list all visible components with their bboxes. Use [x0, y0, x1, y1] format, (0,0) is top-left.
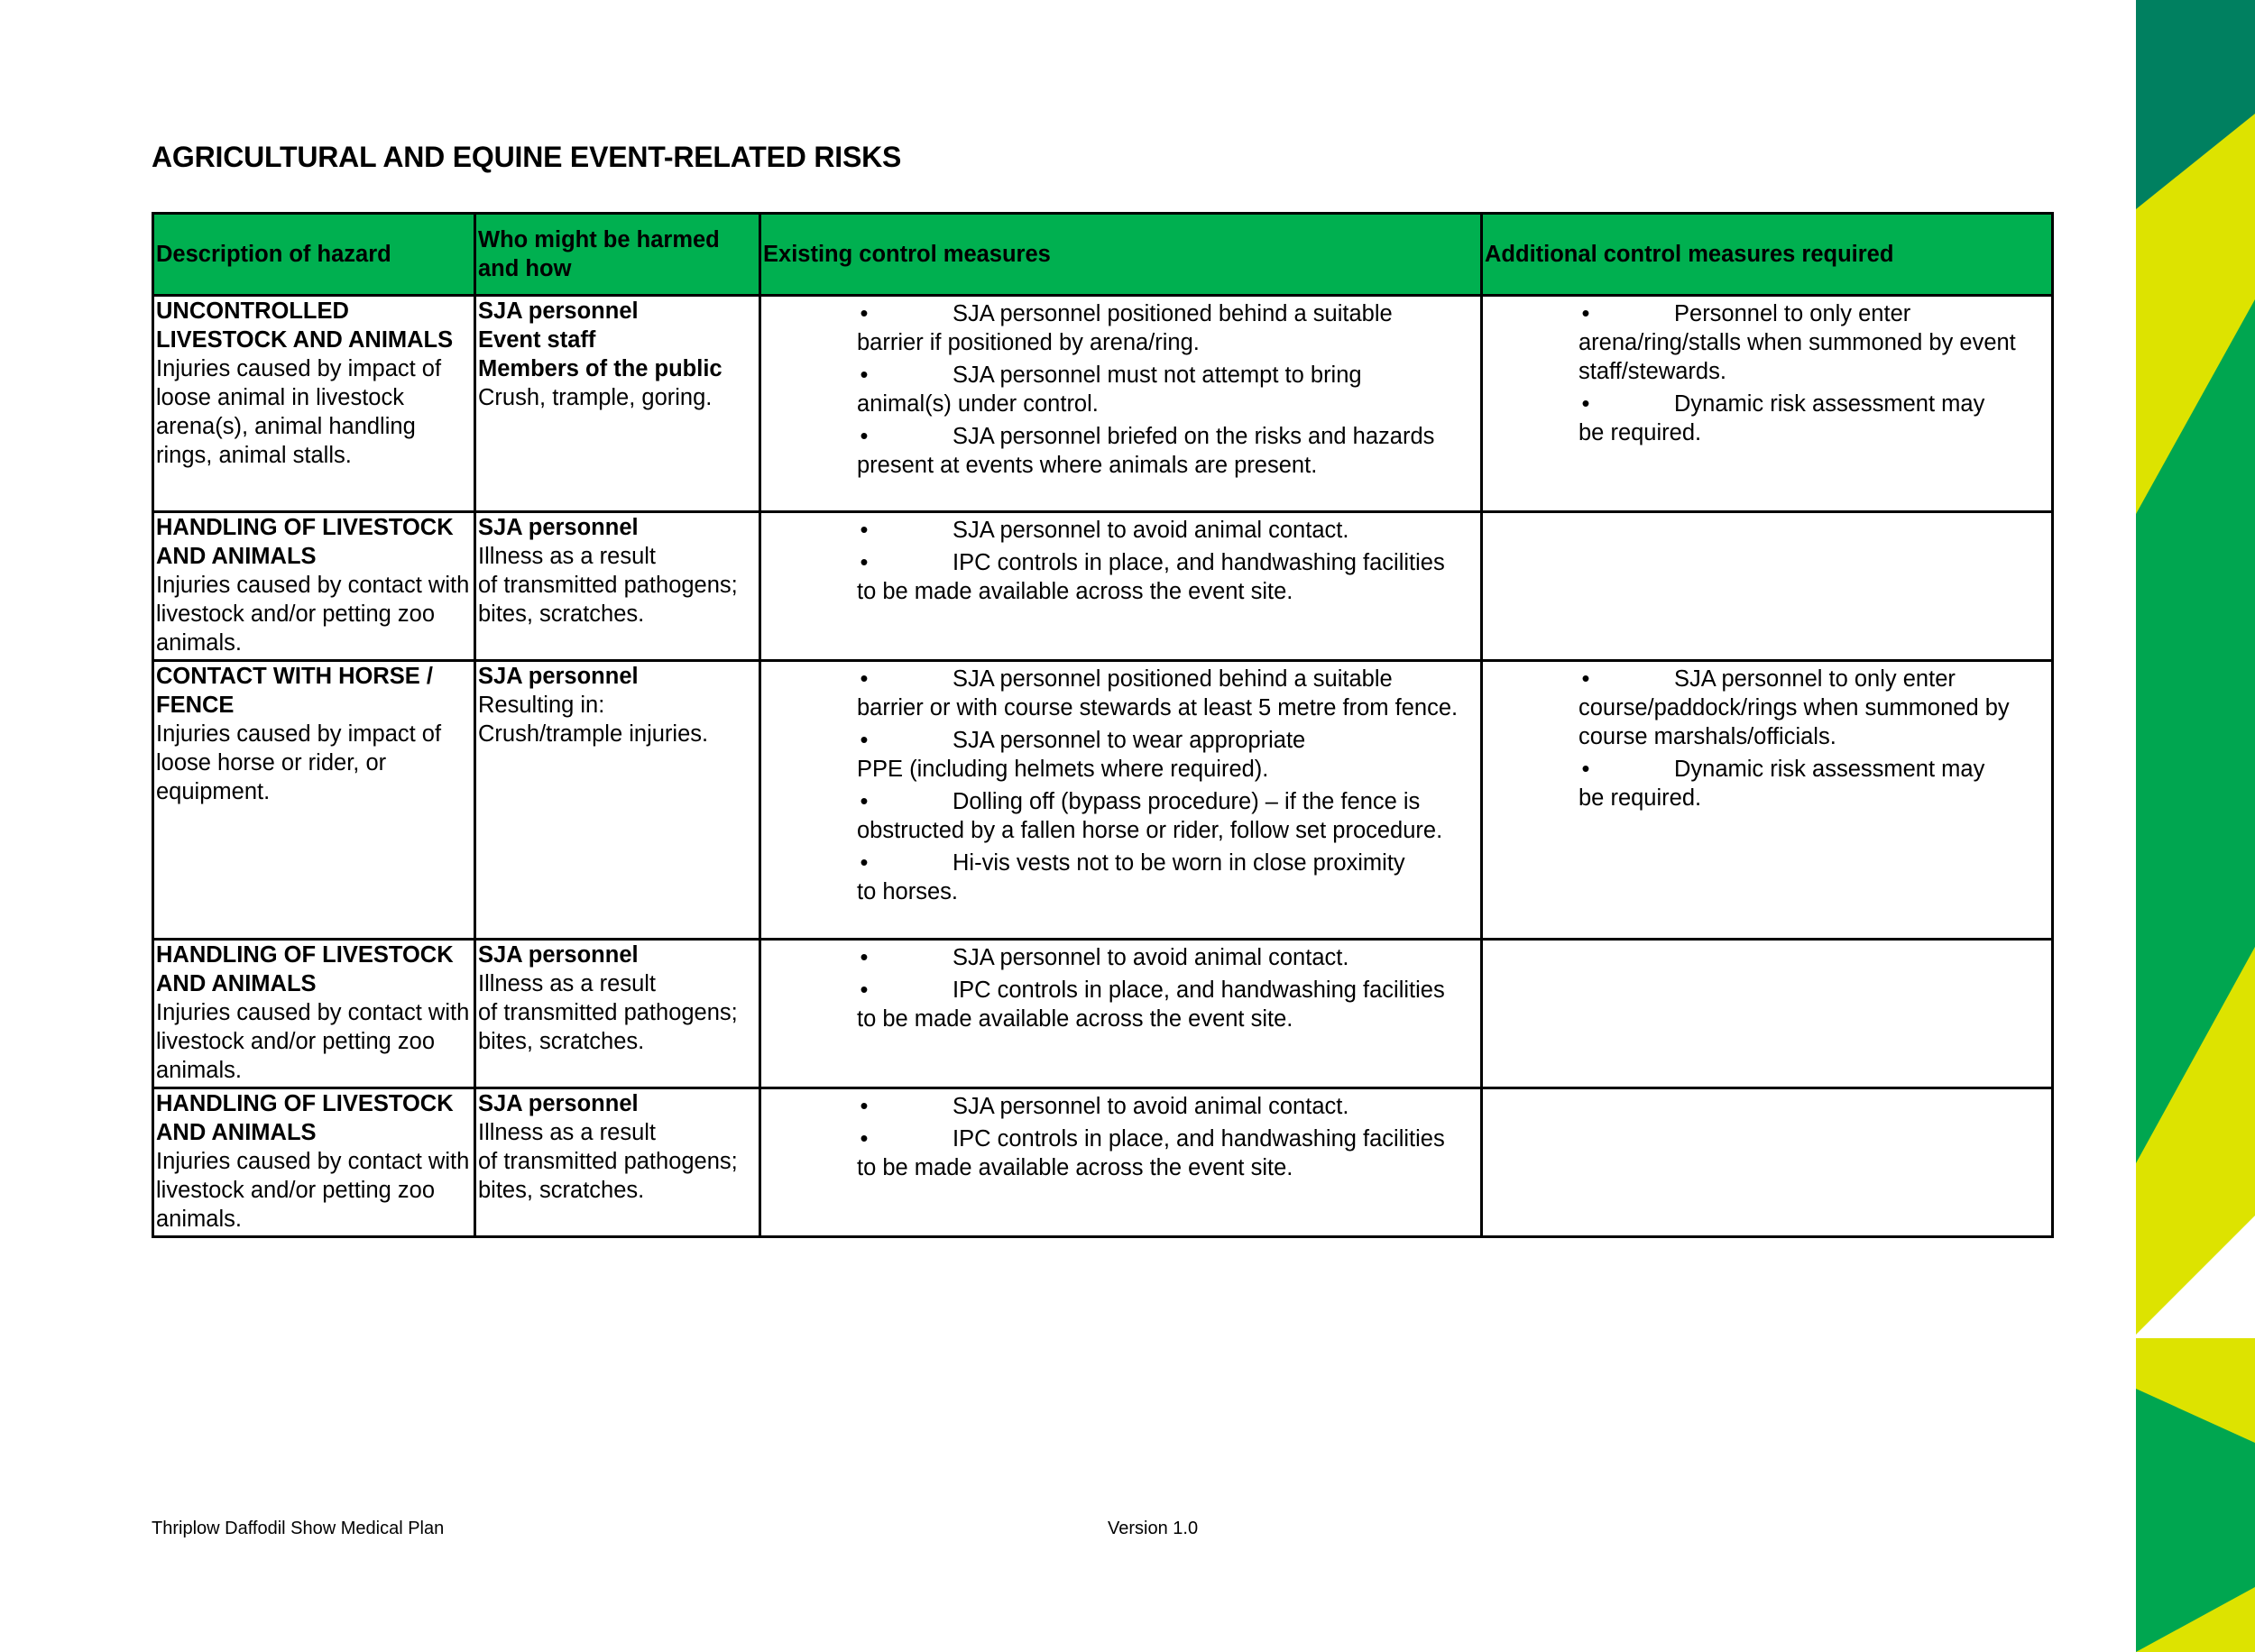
measure-text: SJA personnel to avoid animal contact.: [953, 518, 1349, 543]
bullet-icon: •: [860, 666, 869, 692]
list-item: [857, 548, 1475, 606]
measure-text: IPC controls in place, and handwashing facilities: [953, 1126, 1445, 1152]
bullet-icon: •: [860, 301, 869, 326]
list-item: [1578, 299, 2046, 386]
list-item: [857, 665, 1475, 722]
list-item: [857, 422, 1475, 480]
measure-list: [763, 662, 1478, 906]
measure-list: [763, 297, 1478, 480]
cell-existing-controls: [760, 1088, 1482, 1237]
measure-text-continued: present at events where animals are present.: [857, 453, 1318, 478]
list-item: [857, 943, 1475, 972]
cell-hazard: [153, 512, 475, 661]
measure-text-continued: obstructed by a fallen horse or rider, follow set procedure.: [857, 818, 1443, 843]
measure-text-continued: be required.: [1578, 785, 1702, 811]
measure-text-continued: barrier or with course stewards at least 5 metre from fence.: [857, 695, 1459, 720]
bullet-icon: •: [860, 850, 869, 876]
measure-text: IPC controls in place, and handwashing facilities: [953, 977, 1445, 1003]
hazard-description: Injuries caused by contact with livestock and/or petting zoo animals.: [156, 573, 470, 656]
cell-who-harmed: [475, 1088, 760, 1237]
harm-description: of transmitted pathogens; bites, scratches.: [478, 1149, 738, 1203]
harm-description: Illness as a result: [478, 1120, 657, 1145]
hazard-title: HANDLING OF LIVESTOCK AND ANIMALS: [156, 515, 454, 569]
list-item: [1578, 390, 2046, 447]
list-item: [1578, 665, 2046, 751]
affected-group: SJA personnel: [478, 664, 639, 689]
list-item: [857, 976, 1475, 1033]
measure-text-continued: arena/ring/stalls when summoned by event staff/stewards.: [1578, 330, 2016, 384]
affected-group: Event staff: [478, 327, 596, 353]
measure-text: Hi-vis vests not to be worn in close proximity: [953, 850, 1405, 876]
hazard-title: HANDLING OF LIVESTOCK AND ANIMALS: [156, 942, 454, 996]
bullet-icon: •: [860, 789, 869, 814]
measure-text-continued: course/paddock/rings when summoned by course marshals/officials.: [1578, 695, 2010, 749]
bullet-icon: •: [1581, 391, 1590, 417]
table-row: [153, 296, 2053, 512]
bullet-icon: •: [1581, 301, 1590, 326]
measure-text: Dynamic risk assessment may: [1674, 757, 1985, 782]
table-row: [153, 1088, 2053, 1237]
bullet-icon: •: [860, 550, 869, 575]
bullet-icon: •: [860, 728, 869, 753]
cell-hazard: [153, 1088, 475, 1237]
measure-text: Dynamic risk assessment may: [1674, 391, 1985, 417]
affected-group: SJA personnel: [478, 942, 639, 968]
bullet-icon: •: [860, 977, 869, 1003]
measure-text-continued: to be made available across the event site.: [857, 1155, 1293, 1180]
measure-text: SJA personnel to wear appropriate: [953, 728, 1306, 753]
list-item: [857, 516, 1475, 545]
table-row: [153, 661, 2053, 940]
measure-list: [1485, 297, 2049, 447]
risk-assessment-table: [152, 212, 2054, 1238]
cell-existing-controls: [760, 296, 1482, 512]
measure-text: SJA personnel positioned behind a suitable: [953, 301, 1393, 326]
page-title: AGRICULTURAL AND EQUINE EVENT-RELATED RISKS: [152, 141, 902, 173]
hazard-description: Injuries caused by contact with livestock and/or petting zoo animals.: [156, 1000, 470, 1083]
cell-hazard: [153, 940, 475, 1088]
cell-hazard: [153, 661, 475, 940]
measure-text-continued: to be made available across the event site.: [857, 579, 1293, 604]
measure-list: [763, 1089, 1478, 1182]
list-item: [857, 849, 1475, 906]
measure-text: SJA personnel must not attempt to bring: [953, 363, 1362, 388]
harm-description: Crush, trample, goring.: [478, 385, 713, 410]
list-item: [857, 299, 1475, 357]
measure-text-continued: to horses.: [857, 879, 958, 904]
cell-who-harmed: [475, 512, 760, 661]
list-item: [857, 361, 1475, 418]
affected-group: SJA personnel: [478, 515, 639, 540]
affected-group: SJA personnel: [478, 1091, 639, 1116]
bullet-icon: •: [860, 363, 869, 388]
cell-additional-controls: [1482, 512, 2053, 661]
cell-hazard: [153, 296, 475, 512]
cell-additional-controls: [1482, 296, 2053, 512]
table-header-row: [153, 214, 2053, 296]
measure-text: SJA personnel to avoid animal contact.: [953, 945, 1349, 970]
cell-additional-controls: [1482, 661, 2053, 940]
list-item: [857, 787, 1475, 845]
measure-text: Dolling off (bypass procedure) – if the fence is: [953, 789, 1421, 814]
measure-text: IPC controls in place, and handwashing facilities: [953, 550, 1445, 575]
measure-text: SJA personnel to only enter: [1674, 666, 1956, 692]
affected-group: Members of the public: [478, 356, 723, 381]
list-item: [1578, 755, 2046, 812]
cell-who-harmed: [475, 661, 760, 940]
bullet-icon: •: [860, 518, 869, 543]
list-item: [857, 726, 1475, 784]
hazard-description: Injuries caused by impact of loose horse or rider, or equipment.: [156, 721, 442, 804]
bullet-icon: •: [860, 1094, 869, 1119]
cell-who-harmed: [475, 940, 760, 1088]
measure-text-continued: to be made available across the event site.: [857, 1006, 1293, 1032]
harm-description: of transmitted pathogens; bites, scratches.: [478, 1000, 738, 1054]
measure-text-continued: animal(s) under control.: [857, 391, 1099, 417]
table-row: [153, 940, 2053, 1088]
measure-list: [763, 941, 1478, 1033]
bullet-icon: •: [860, 424, 869, 449]
cell-additional-controls: [1482, 1088, 2053, 1237]
measure-text: Personnel to only enter: [1674, 301, 1911, 326]
harm-description: Crush/trample injuries.: [478, 721, 709, 747]
cell-who-harmed: [475, 296, 760, 512]
hazard-description: Injuries caused by contact with livestock and/or petting zoo animals.: [156, 1149, 470, 1232]
cell-existing-controls: [760, 661, 1482, 940]
bullet-icon: •: [860, 945, 869, 970]
header-who-harmed: Who might be harmed and how: [475, 214, 760, 296]
measure-text-continued: be required.: [1578, 420, 1702, 445]
hazard-description: Injuries caused by impact of loose animal in livestock arena(s), animal handling rings, animal stalls.: [156, 356, 442, 468]
harm-description: of transmitted pathogens; bites, scratches.: [478, 573, 738, 627]
table-row: [153, 512, 2053, 661]
footer-document-title: Thriplow Daffodil Show Medical Plan: [152, 1519, 445, 1538]
affected-group: SJA personnel: [478, 298, 639, 324]
bullet-icon: •: [860, 1126, 869, 1152]
measure-text: SJA personnel to avoid animal contact.: [953, 1094, 1349, 1119]
hazard-title: UNCONTROLLED LIVESTOCK AND ANIMALS: [156, 298, 454, 353]
hazard-title: CONTACT WITH HORSE / FENCE: [156, 664, 433, 718]
decorative-stripe-band: [2136, 0, 2255, 1652]
measure-list: [763, 513, 1478, 606]
harm-description: Illness as a result: [478, 544, 657, 569]
measure-text: SJA personnel positioned behind a suitable: [953, 666, 1393, 692]
cell-existing-controls: [760, 512, 1482, 661]
header-additional-controls: Additional control measures required: [1482, 214, 2053, 296]
measure-list: [1485, 662, 2049, 812]
cell-additional-controls: [1482, 940, 2053, 1088]
harm-description: Resulting in:: [478, 693, 605, 718]
header-hazard: Description of hazard: [153, 214, 475, 296]
cell-existing-controls: [760, 940, 1482, 1088]
header-existing-controls: Existing control measures: [760, 214, 1482, 296]
measure-text-continued: barrier if positioned by arena/ring.: [857, 330, 1200, 355]
list-item: [857, 1092, 1475, 1121]
list-item: [857, 1124, 1475, 1182]
hazard-title: HANDLING OF LIVESTOCK AND ANIMALS: [156, 1091, 454, 1145]
measure-text: SJA personnel briefed on the risks and hazards: [953, 424, 1435, 449]
measure-text-continued: PPE (including helmets where required).: [857, 757, 1269, 782]
footer-version: Version 1.0: [1108, 1519, 1199, 1538]
bullet-icon: •: [1581, 666, 1590, 692]
bullet-icon: •: [1581, 757, 1590, 782]
harm-description: Illness as a result: [478, 971, 657, 996]
